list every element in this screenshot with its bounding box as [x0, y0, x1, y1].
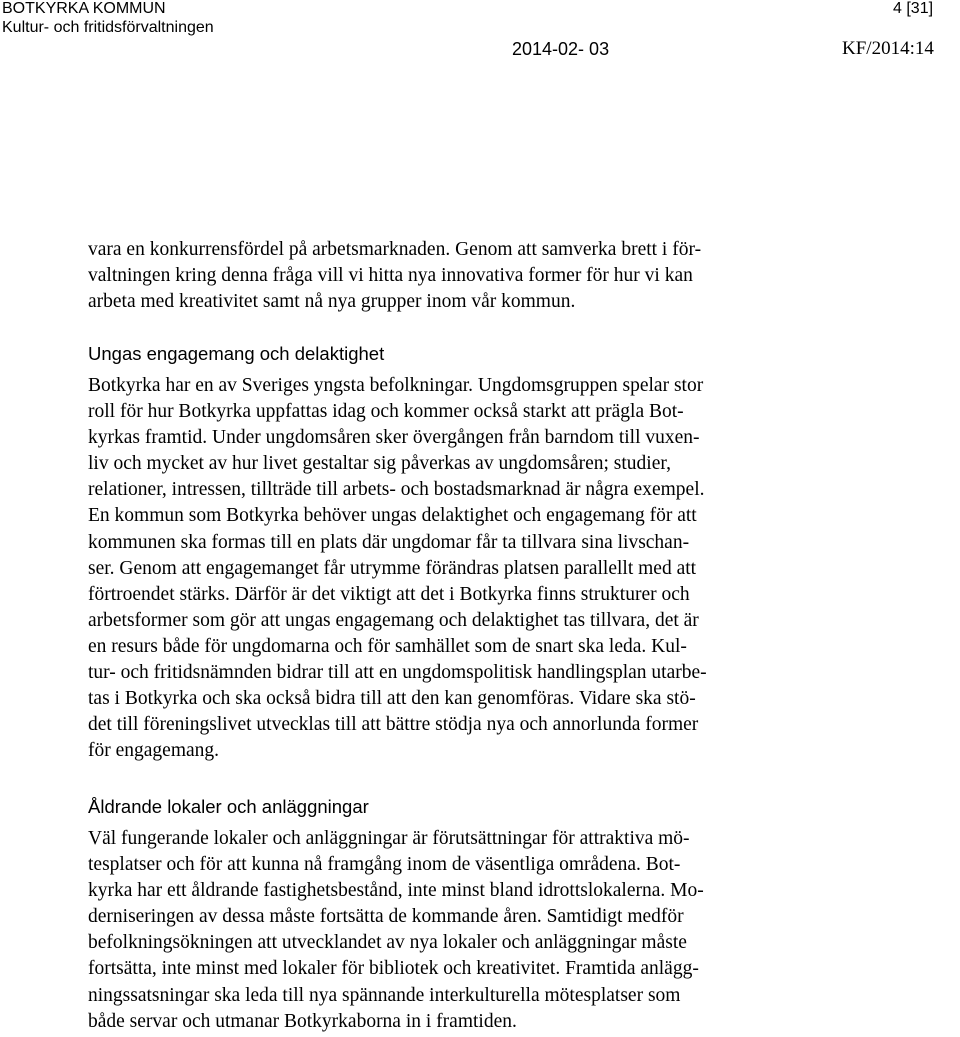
paragraph-line: relationer, intressen, tillträde till arbets- och bostadsmarknad är några exempel. — [88, 479, 705, 501]
paragraph-line: vara en konkurrensfördel på arbetsmarknaden. Genom att samverka brett i för- — [88, 239, 702, 260]
paragraph-line: liv och mycket av hur livet gestaltar sig påverkas av ungdomsåren; studier, — [88, 453, 671, 475]
document-date: 2014-02- 03 — [512, 39, 610, 59]
department-name: Kultur- och fritidsförvaltningen — [2, 19, 214, 36]
paragraph-line: tas i Botkyrka och ska också bidra till att den kan genomföras. Vidare ska stö- — [88, 688, 696, 710]
organization-name: BOTKYRKA KOMMUN — [2, 0, 166, 17]
paragraph-line: både servar och utmanar Botkyrkaborna in i framtiden. — [88, 1010, 517, 1032]
paragraph-line: roll för hur Botkyrka uppfattas idag och kommer också starkt att prägla Bot- — [88, 401, 684, 423]
document-reference: KF/2014:14 — [842, 38, 934, 59]
paragraph-line: fortsätta, inte minst med lokaler för bibliotek och kreativitet. Framtida anlägg- — [88, 958, 699, 980]
paragraph-line: en resurs både för ungdomarna och för samhället som de snart ska leda. Kul- — [88, 635, 687, 657]
page-number: 4 [31] — [893, 0, 934, 17]
paragraph-line: Botkyrka har en av Sveriges yngsta befolkningar. Ungdomsgruppen spelar stor — [88, 375, 704, 396]
paragraph-line: kommunen ska formas till en plats där ungdomar får ta tillvara sina livschan- — [88, 531, 690, 553]
paragraph-line: kyrkas framtid. Under ungdomsåren sker övergången från barndom till vuxen- — [88, 427, 700, 449]
paragraph-line: Väl fungerande lokaler och anläggningar är förutsättningar för attraktiva mö- — [88, 828, 690, 849]
paragraph-line: ningssatsningar ska leda till nya spännande interkulturella mötesplatser som — [88, 984, 681, 1006]
paragraph-line: kyrka har ett åldrande fastighetsbestånd, inte minst bland idrottslokalerna. Mo- — [88, 880, 704, 902]
paragraph-line: ser. Genom att engagemanget får utrymme förändras platsen parallellt med att — [88, 557, 697, 579]
paragraph-line: derniseringen av dessa måste fortsätta de kommande åren. Samtidigt medför — [88, 906, 684, 928]
youth-engagement-paragraph — [88, 373, 707, 764]
paragraph-line: befolkningsökningen att utvecklandet av nya lokaler och anläggningar måste — [88, 932, 687, 954]
paragraph-line: det till föreningslivet utvecklas till att bättre stödja nya och annorlunda former — [88, 714, 699, 736]
section-heading-aging-facilities: Åldrande lokaler och anläggningar — [88, 796, 369, 817]
intro-paragraph — [88, 237, 701, 315]
paragraph-line: arbetsformer som gör att ungas engagemang och delaktighet tas tillvara, det är — [88, 609, 699, 631]
paragraph-line: tesplatser och för att kunna nå framgång inom de väsentliga områdena. Bot- — [88, 854, 681, 876]
paragraph-line: En kommun som Botkyrka behöver ungas delaktighet och engagemang för att — [88, 505, 697, 527]
section-heading-youth-engagement: Ungas engagemang och delaktighet — [88, 343, 385, 364]
paragraph-line: arbeta med kreativitet samt nå nya grupper inom vår kommun. — [88, 291, 576, 313]
paragraph-line: förtroendet stärks. Därför är det viktigt att det i Botkyrka finns strukturer och — [88, 583, 690, 605]
paragraph-line: för engagemang. — [88, 740, 220, 762]
paragraph-line: valtningen kring denna fråga vill vi hitta nya innovativa former för hur vi kan — [88, 265, 693, 287]
aging-facilities-paragraph — [88, 826, 704, 1035]
paragraph-line: tur- och fritidsnämnden bidrar till att en ungdomspolitisk handlingsplan utarbe- — [88, 662, 707, 684]
